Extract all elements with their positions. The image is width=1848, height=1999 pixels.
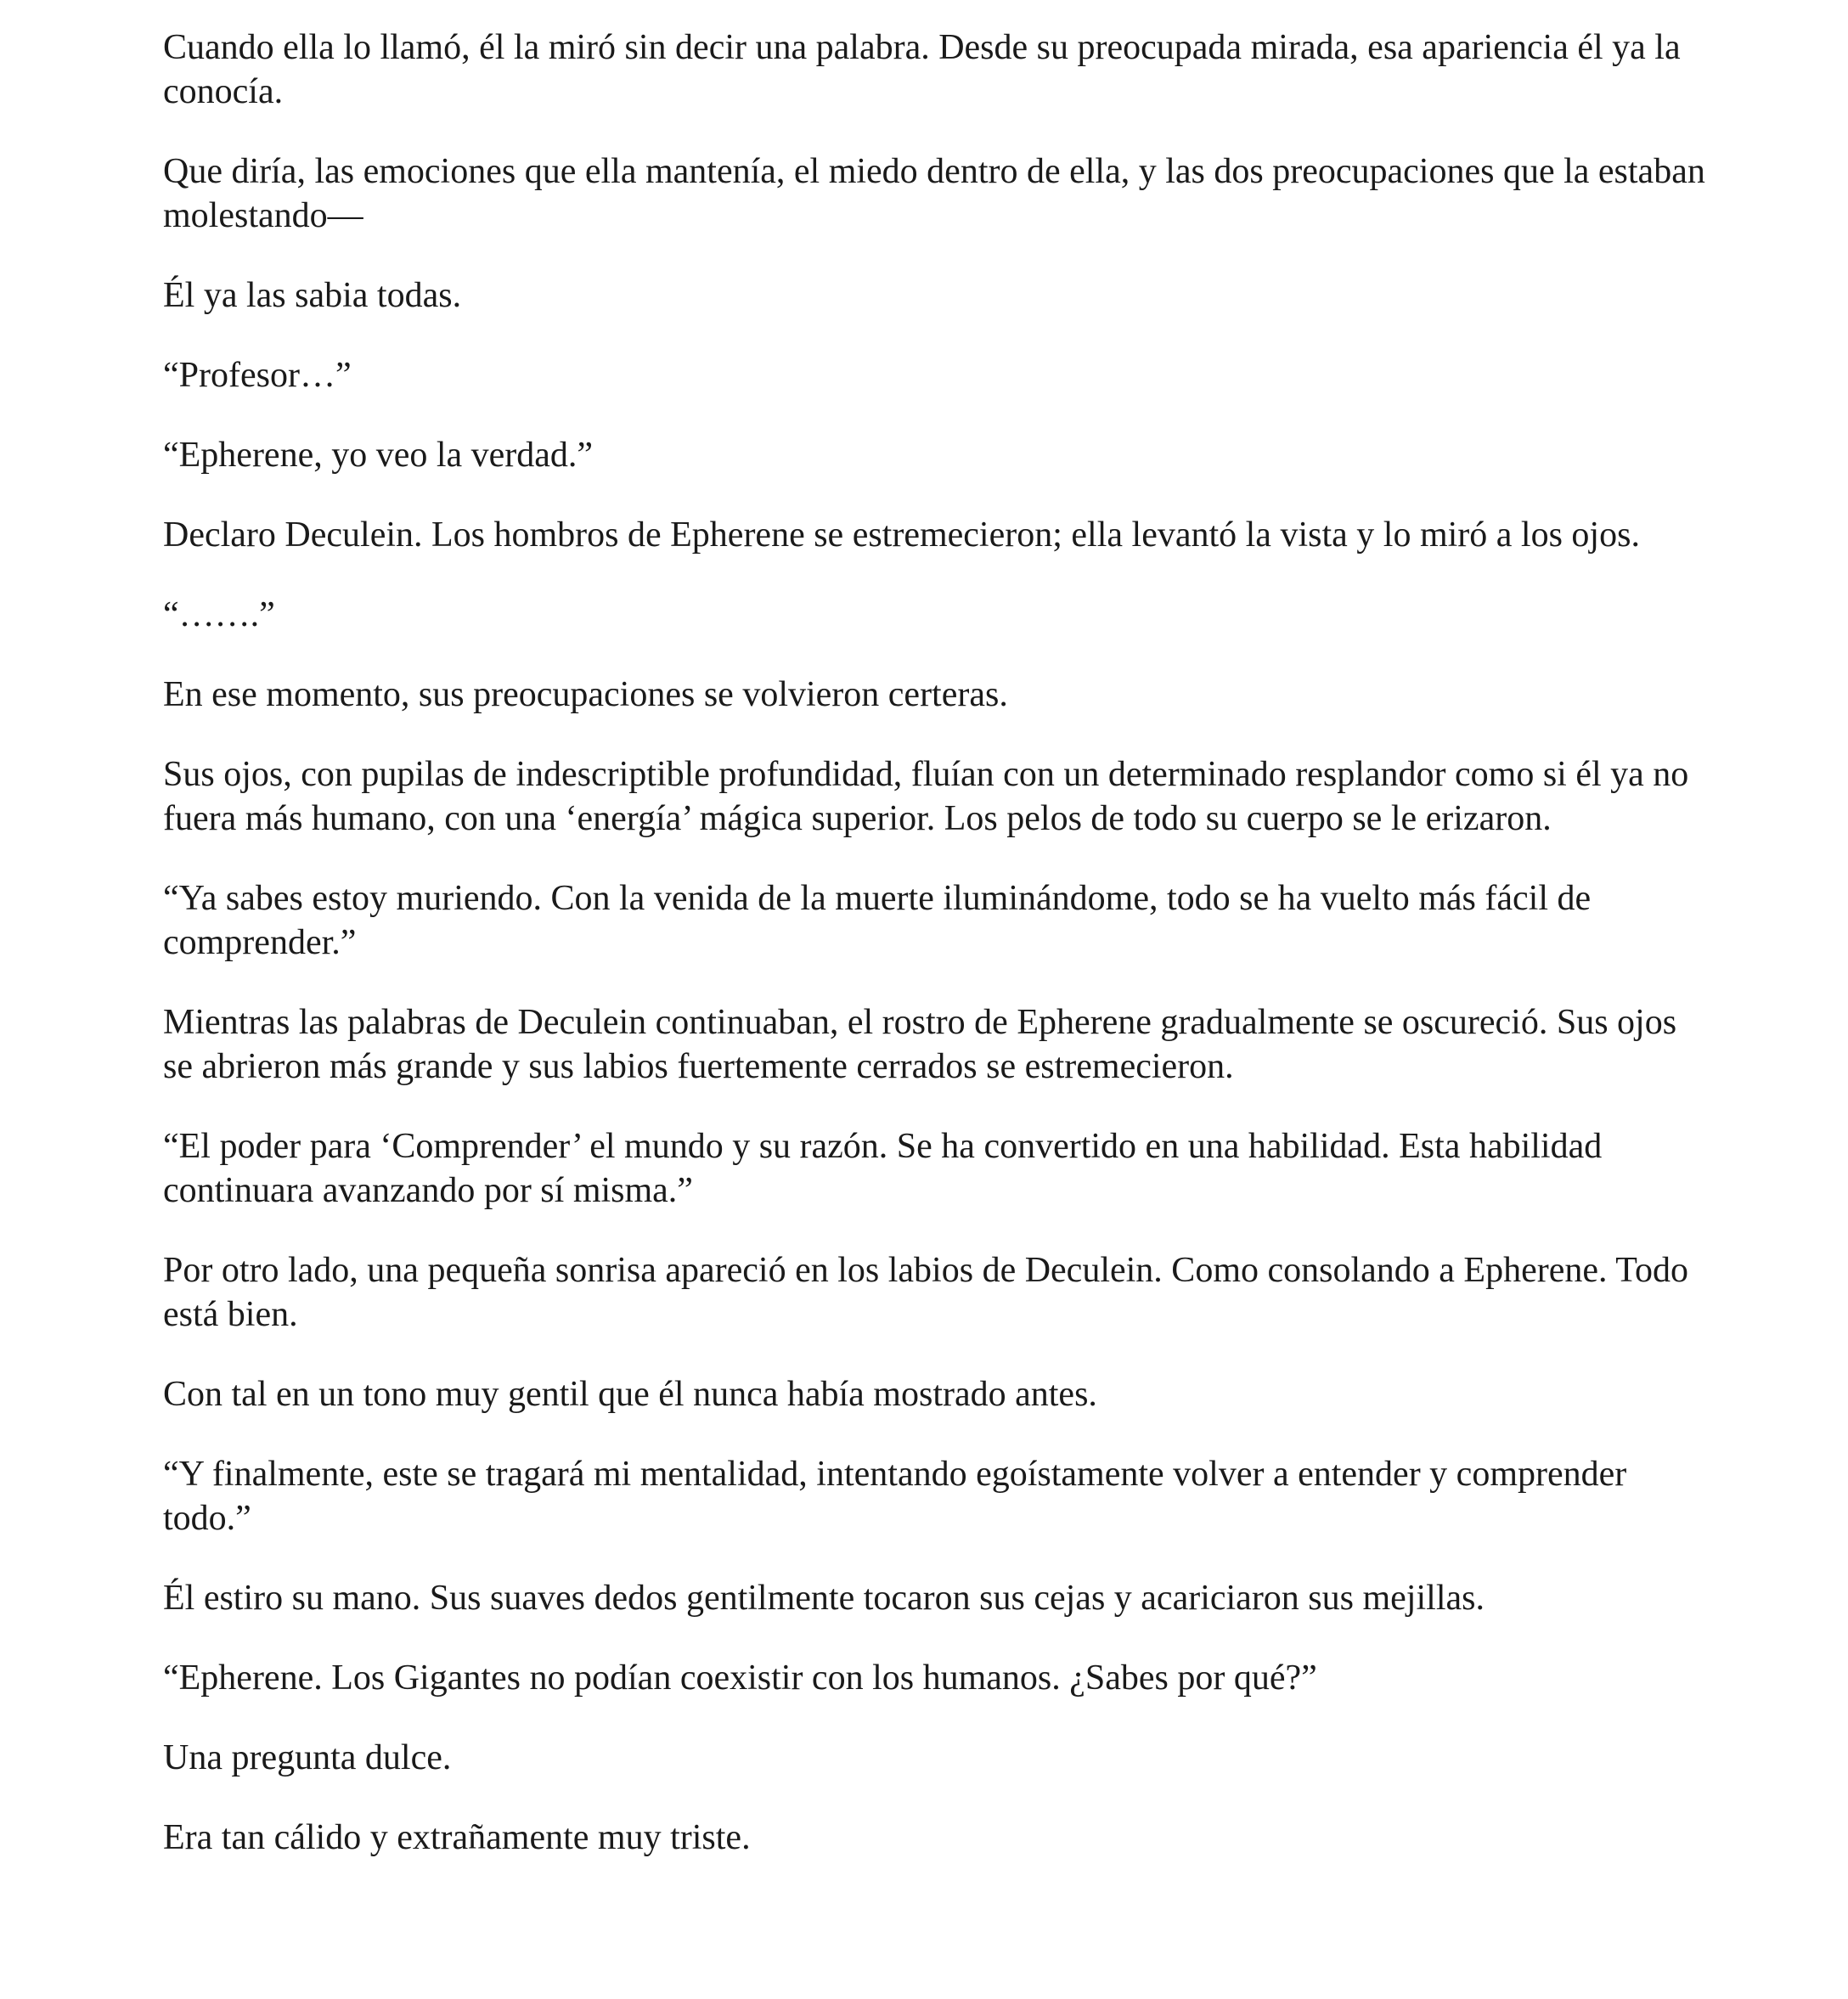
paragraph: Por otro lado, una pequeña sonrisa apareció en los labios de Deculein. Como consolando a Epherene. Todo está bien. [163,1251,1688,1334]
paragraph: Él ya las sabia todas. [163,276,462,315]
paragraph: “El poder para ‘Comprender’ el mundo y su razón. Se ha convertido en una habilidad. Esta habilidad continuara avanzando por sí misma.” [163,1127,1603,1210]
paragraph: Cuando ella lo llamó, él la miró sin decir una palabra. Desde su preocupada mirada, esa apariencia él ya la conocía. [163,28,1681,111]
paragraph: “Y finalmente, este se tragará mi mentalidad, intentando egoístamente volver a entender y comprender todo.” [163,1455,1627,1538]
paragraph: Sus ojos, con pupilas de indescriptible profundidad, fluían con un determinado resplandor como si él ya no fuera más humano, con una ‘energía’ mágica superior. Los pelos de todo su cuerpo se le erizaron. [163,755,1689,838]
paragraph: Declaro Deculein. Los hombros de Epherene se estremecieron; ella levantó la vista y lo miró a los ojos. [163,515,1640,555]
paragraph: Una pregunta dulce. [163,1738,452,1777]
paragraph: Mientras las palabras de Deculein continuaban, el rostro de Epherene gradualmente se oscureció. Sus ojos se abrieron más grande y sus labios fuertemente cerrados se estremecieron. [163,1003,1677,1086]
paragraph: “Profesor…” [163,356,352,395]
paragraph: “Ya sabes estoy muriendo. Con la venida de la muerte iluminándome, todo se ha vuelto más fácil de comprender.” [163,879,1592,962]
paragraph: Él estiro su mano. Sus suaves dedos gentilmente tocaron sus cejas y acariciaron sus mejillas. [163,1579,1485,1618]
paragraph: “…….” [163,595,275,634]
document-page [163,25,1709,1895]
paragraph: Que diría, las emociones que ella mantenía, el miedo dentro de ella, y las dos preocupaciones que la estaban molestando— [163,152,1705,235]
paragraph: “Epherene, yo veo la verdad.” [163,436,594,475]
paragraph: Era tan cálido y extrañamente muy triste. [163,1818,751,1857]
paragraph: “Epherene. Los Gigantes no podían coexistir con los humanos. ¿Sabes por qué?” [163,1658,1317,1698]
paragraph: En ese momento, sus preocupaciones se volvieron certeras. [163,675,1008,714]
paragraph: Con tal en un tono muy gentil que él nunca había mostrado antes. [163,1375,1097,1414]
